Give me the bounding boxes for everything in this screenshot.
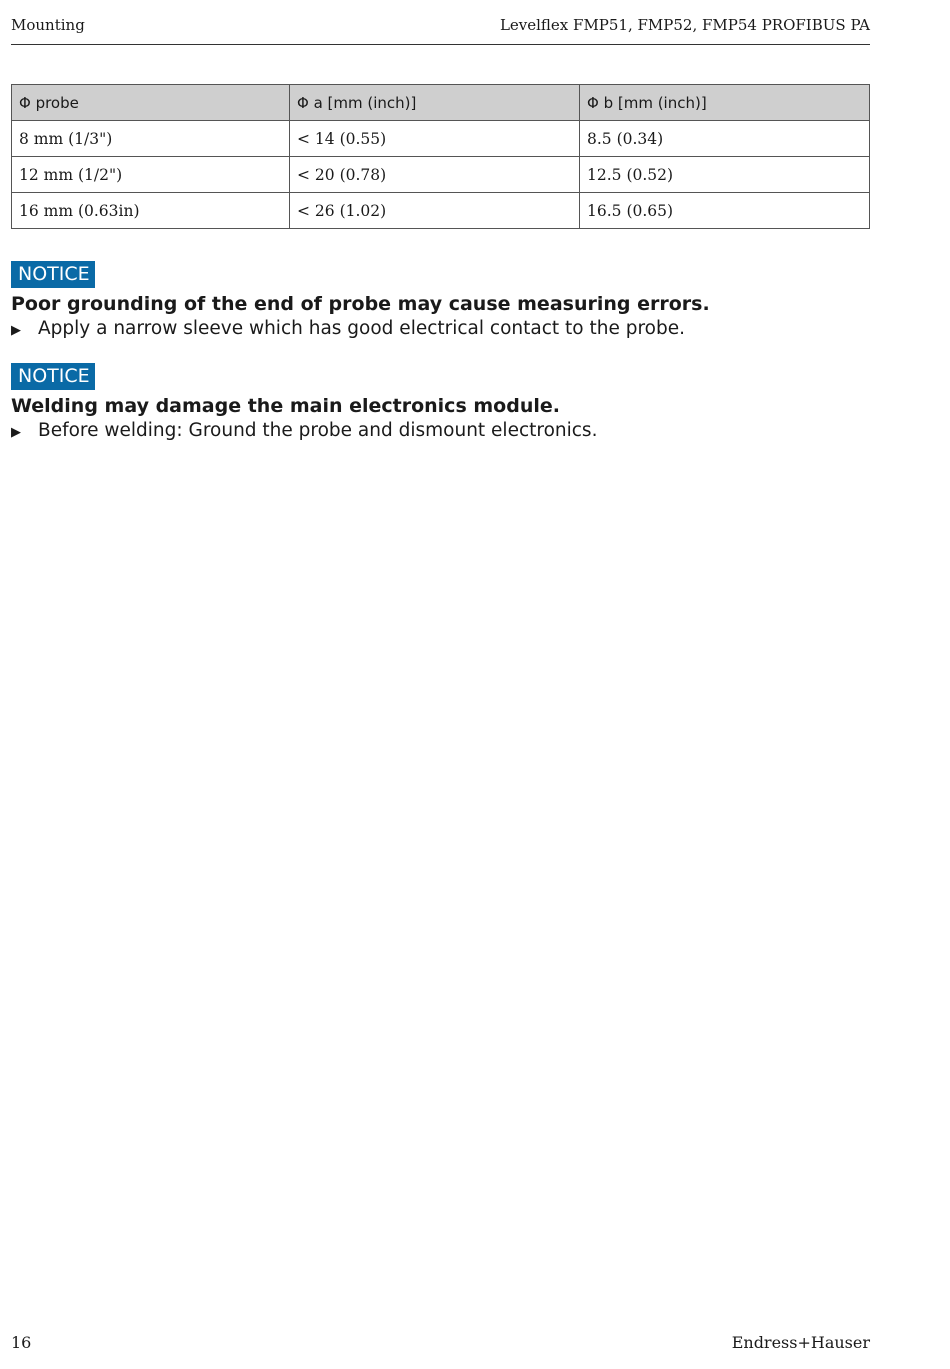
page-number: 16 <box>11 1333 32 1352</box>
notice-grounding <box>11 261 891 344</box>
column-header-probe: Φ probe <box>12 85 290 121</box>
table-cell: 8.5 (0.34) <box>580 121 870 157</box>
table-row <box>12 193 870 229</box>
notice-badge: NOTICE <box>11 261 95 288</box>
notice-welding <box>11 363 891 446</box>
table-row <box>12 157 870 193</box>
triangle-bullet-icon: ▶ <box>11 323 21 338</box>
notice-step <box>11 316 891 344</box>
notice-step-text: Apply a narrow sleeve which has good electrical contact to the probe. <box>38 318 685 339</box>
notice-step <box>11 418 891 446</box>
notice-title: Poor grounding of the end of probe may cause measuring errors. <box>11 293 710 315</box>
table-cell: 12 mm (1/2") <box>12 157 290 193</box>
column-header-a: Φ a [mm (inch)] <box>290 85 580 121</box>
notice-step-text: Before welding: Ground the probe and dismount electronics. <box>38 420 598 441</box>
page-header <box>11 14 870 45</box>
table-header-row <box>12 85 870 121</box>
table-cell: 16.5 (0.65) <box>580 193 870 229</box>
table-row <box>12 121 870 157</box>
product-title: Levelflex FMP51, FMP52, FMP54 PROFIBUS PA <box>499 16 870 34</box>
table-cell: < 20 (0.78) <box>290 157 580 193</box>
section-title: Mounting <box>11 16 85 34</box>
notice-badge: NOTICE <box>11 363 95 390</box>
notice-title: Welding may damage the main electronics module. <box>11 395 560 417</box>
table-cell: < 26 (1.02) <box>290 193 580 229</box>
table-cell: < 14 (0.55) <box>290 121 580 157</box>
probe-dimension-table <box>11 84 870 229</box>
table-cell: 16 mm (0.63in) <box>12 193 290 229</box>
brand-name: Endress+Hauser <box>731 1333 870 1352</box>
triangle-bullet-icon: ▶ <box>11 425 21 440</box>
table-cell: 8 mm (1/3") <box>12 121 290 157</box>
column-header-b: Φ b [mm (inch)] <box>580 85 870 121</box>
table-cell: 12.5 (0.52) <box>580 157 870 193</box>
